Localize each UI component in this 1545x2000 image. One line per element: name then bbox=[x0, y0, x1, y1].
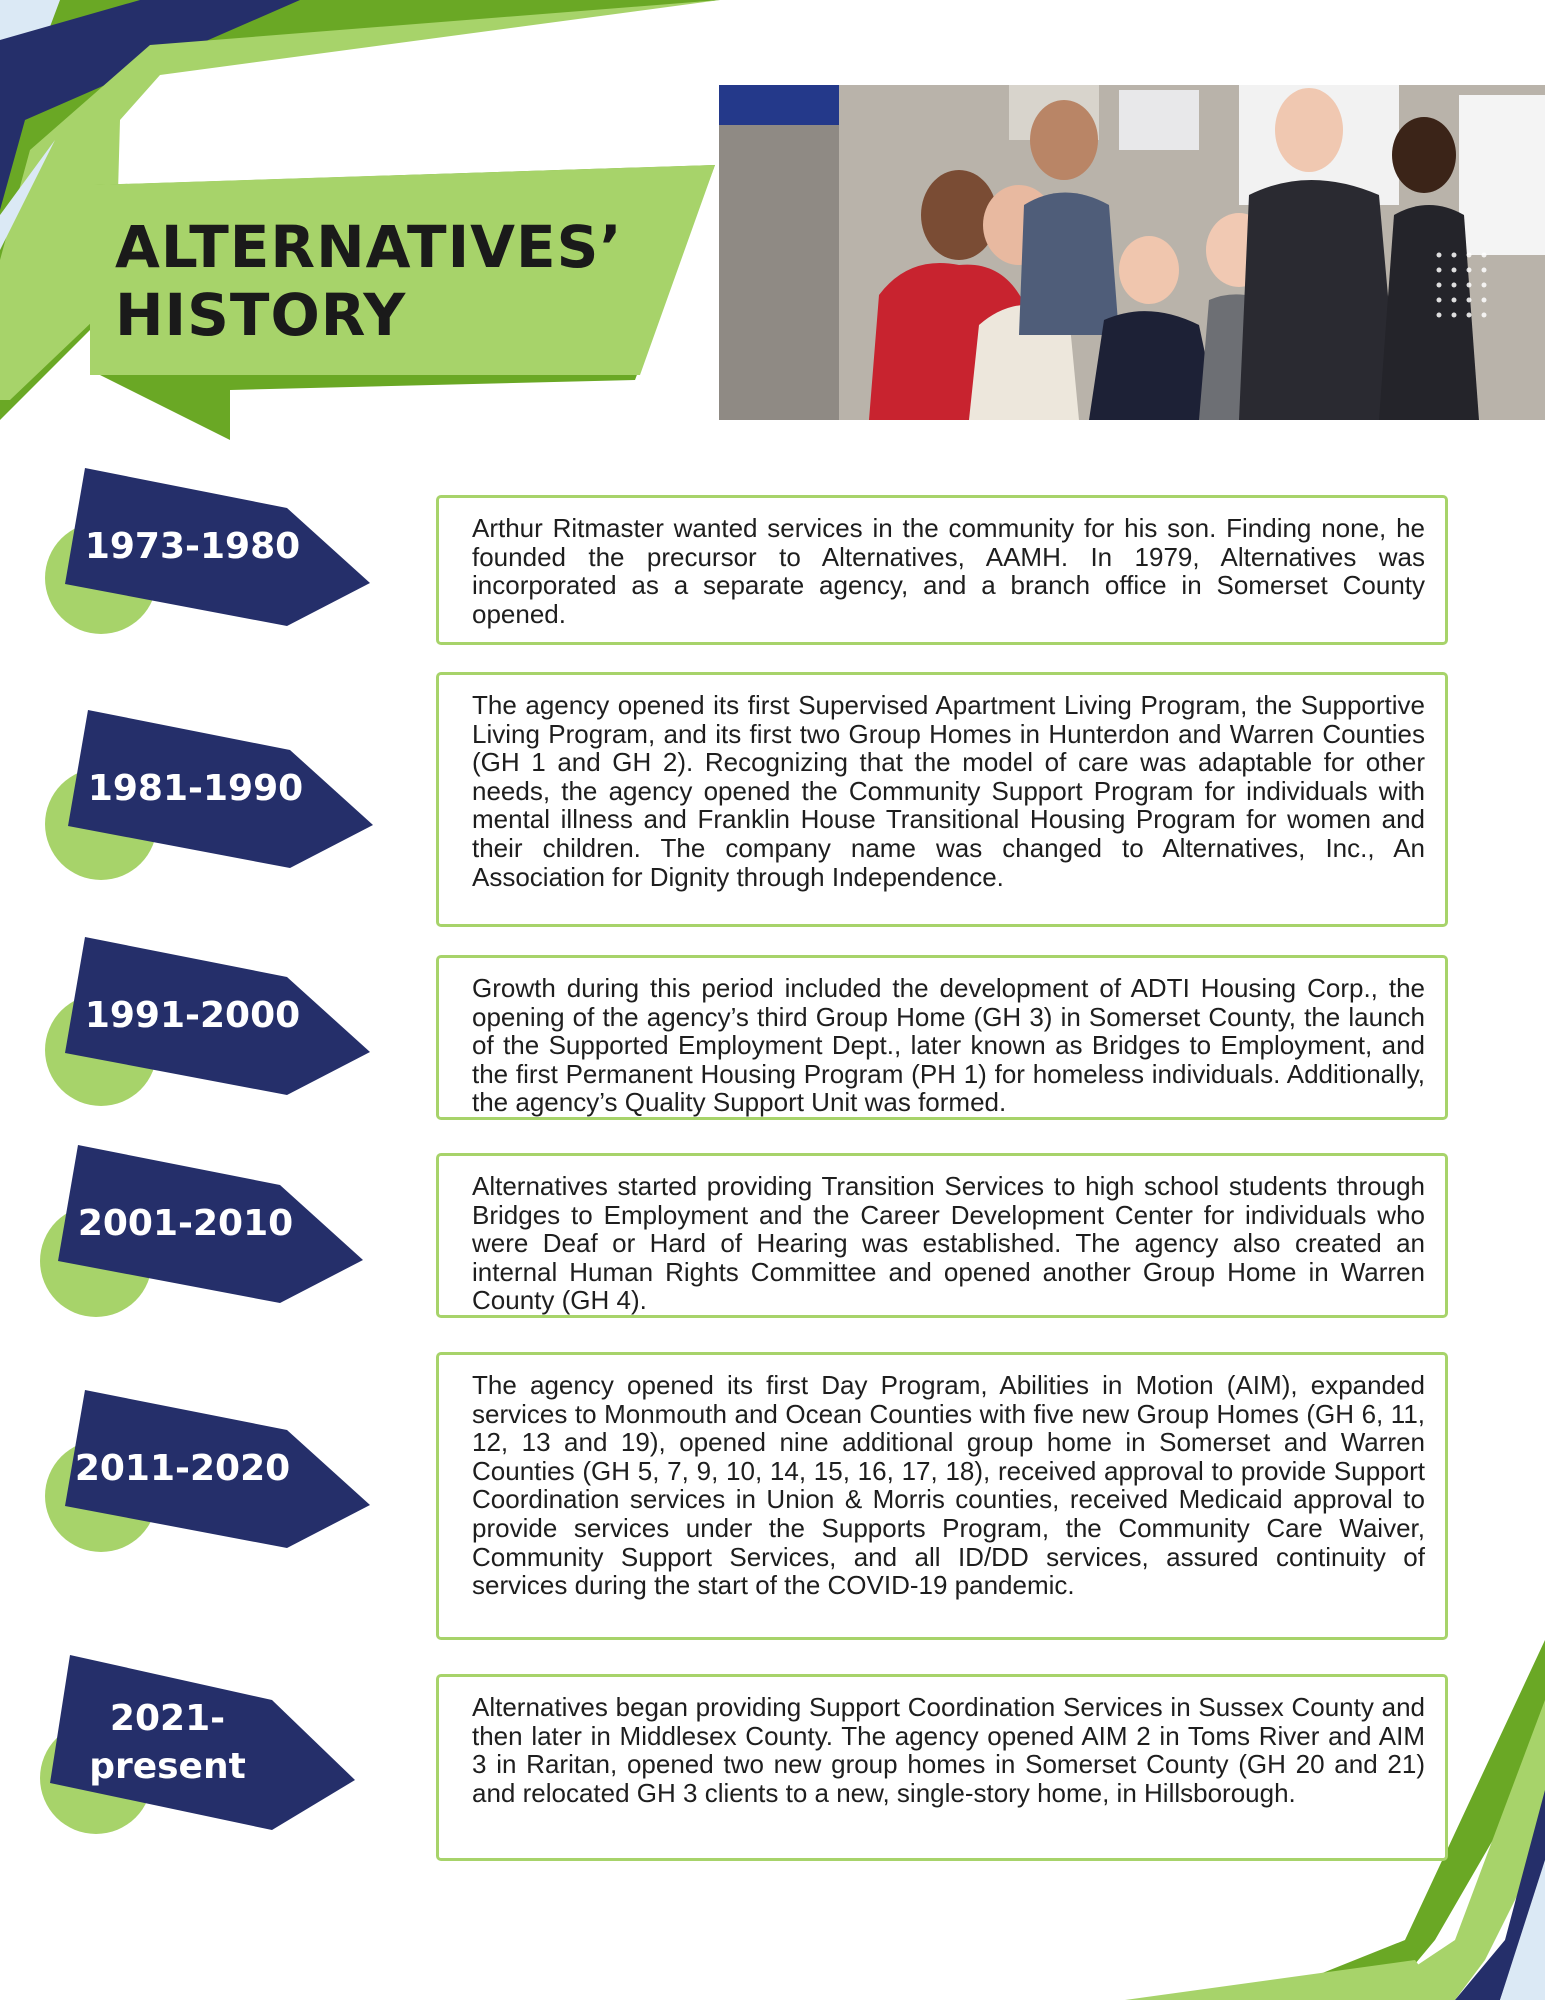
history-text-box bbox=[436, 495, 1448, 645]
period-label: 1991-2000 bbox=[84, 995, 301, 1036]
history-text-box bbox=[436, 955, 1448, 1120]
history-text: The agency opened its first Day Program, Abilities in Motion (AIM), expanded services to Monmouth and Ocean Counties with five new Group Homes (GH 6, 11, 12, 13 and 19), opened nine additional group home in Somerset and Warren Counties (GH 5, 7, 9, 10, 14, 15, 16, 17, 18), received approval to provide Support Coordination services in Union & Morris counties, received Medicaid approval to provide services under the Supports Program, the Community Care Waiver, Community Support Services, and all ID/DD services, assured continuity of services during the start of the COVID-19 pandemic. bbox=[472, 1370, 1425, 1601]
period-label: 1981-1990 bbox=[87, 768, 304, 809]
period-arrow bbox=[65, 937, 370, 1095]
period-label: 2001-2010 bbox=[77, 1203, 294, 1244]
history-text-box bbox=[436, 1153, 1448, 1318]
history-text-box bbox=[436, 1352, 1448, 1640]
period-arrow bbox=[68, 710, 373, 868]
history-text: Alternatives started providing Transition Services to high school students through Bridges to Employment and the Career Development Center for individuals who were Deaf or Hard of Hearing was established. The agency also created an internal Human Rights Committee and opened another Group Home in Warren County (GH 4). bbox=[472, 1171, 1425, 1316]
history-text: Growth during this period included the development of ADTI Housing Corp., the opening of the agency’s third Group Home (GH 3) in Somerset County, the launch of the Supported Employment Dept., later known as Bridges to Employment, and the first Permanent Housing Program (PH 1) for homeless individuals. Additionally, the agency’s Quality Support Unit was formed. bbox=[472, 973, 1425, 1118]
period-label: 2011-2020 bbox=[74, 1448, 291, 1489]
period-arrow bbox=[50, 1655, 355, 1830]
history-text: Arthur Ritmaster wanted services in the community for his son. Finding none, he founded the precursor to Alternatives, AAMH. In 1979, Alternatives was incorporated as a separate agency, and a branch office in Somerset County opened. bbox=[472, 513, 1425, 629]
period-label: 1973-1980 bbox=[84, 526, 301, 567]
title-line-1: ALTERNATIVES’ bbox=[115, 213, 623, 281]
group-photo bbox=[719, 85, 1545, 420]
period-arrow bbox=[58, 1145, 363, 1303]
page-title bbox=[115, 213, 715, 349]
history-text-box bbox=[436, 1674, 1448, 1861]
history-text: The agency opened its first Supervised Apartment Living Program, the Supportive Living Program, and its first two Group Homes in Hunterdon and Warren Counties (GH 1 and GH 2). Recognizing that the model of care was adaptable for other needs, the agency opened the Community Support Program for individuals with mental illness and Franklin House Transitional Housing Program for women and their children. The company name was changed to Alternatives, Inc., An Association for Dignity through Independence. bbox=[472, 690, 1425, 892]
period-label: 2021- present bbox=[89, 1697, 246, 1787]
title-line-2: HISTORY bbox=[115, 281, 407, 349]
history-text-box bbox=[436, 672, 1448, 927]
history-text: Alternatives began providing Support Coordination Services in Sussex County and then later in Middlesex County. The agency opened AIM 2 in Toms River and AIM 3 in Raritan, opened two new group homes in Somerset County (GH 20 and 21) and relocated GH 3 clients to a new, single-story home, in Hillsborough. bbox=[472, 1692, 1425, 1808]
period-arrow bbox=[65, 468, 370, 626]
period-arrow bbox=[65, 1390, 370, 1548]
